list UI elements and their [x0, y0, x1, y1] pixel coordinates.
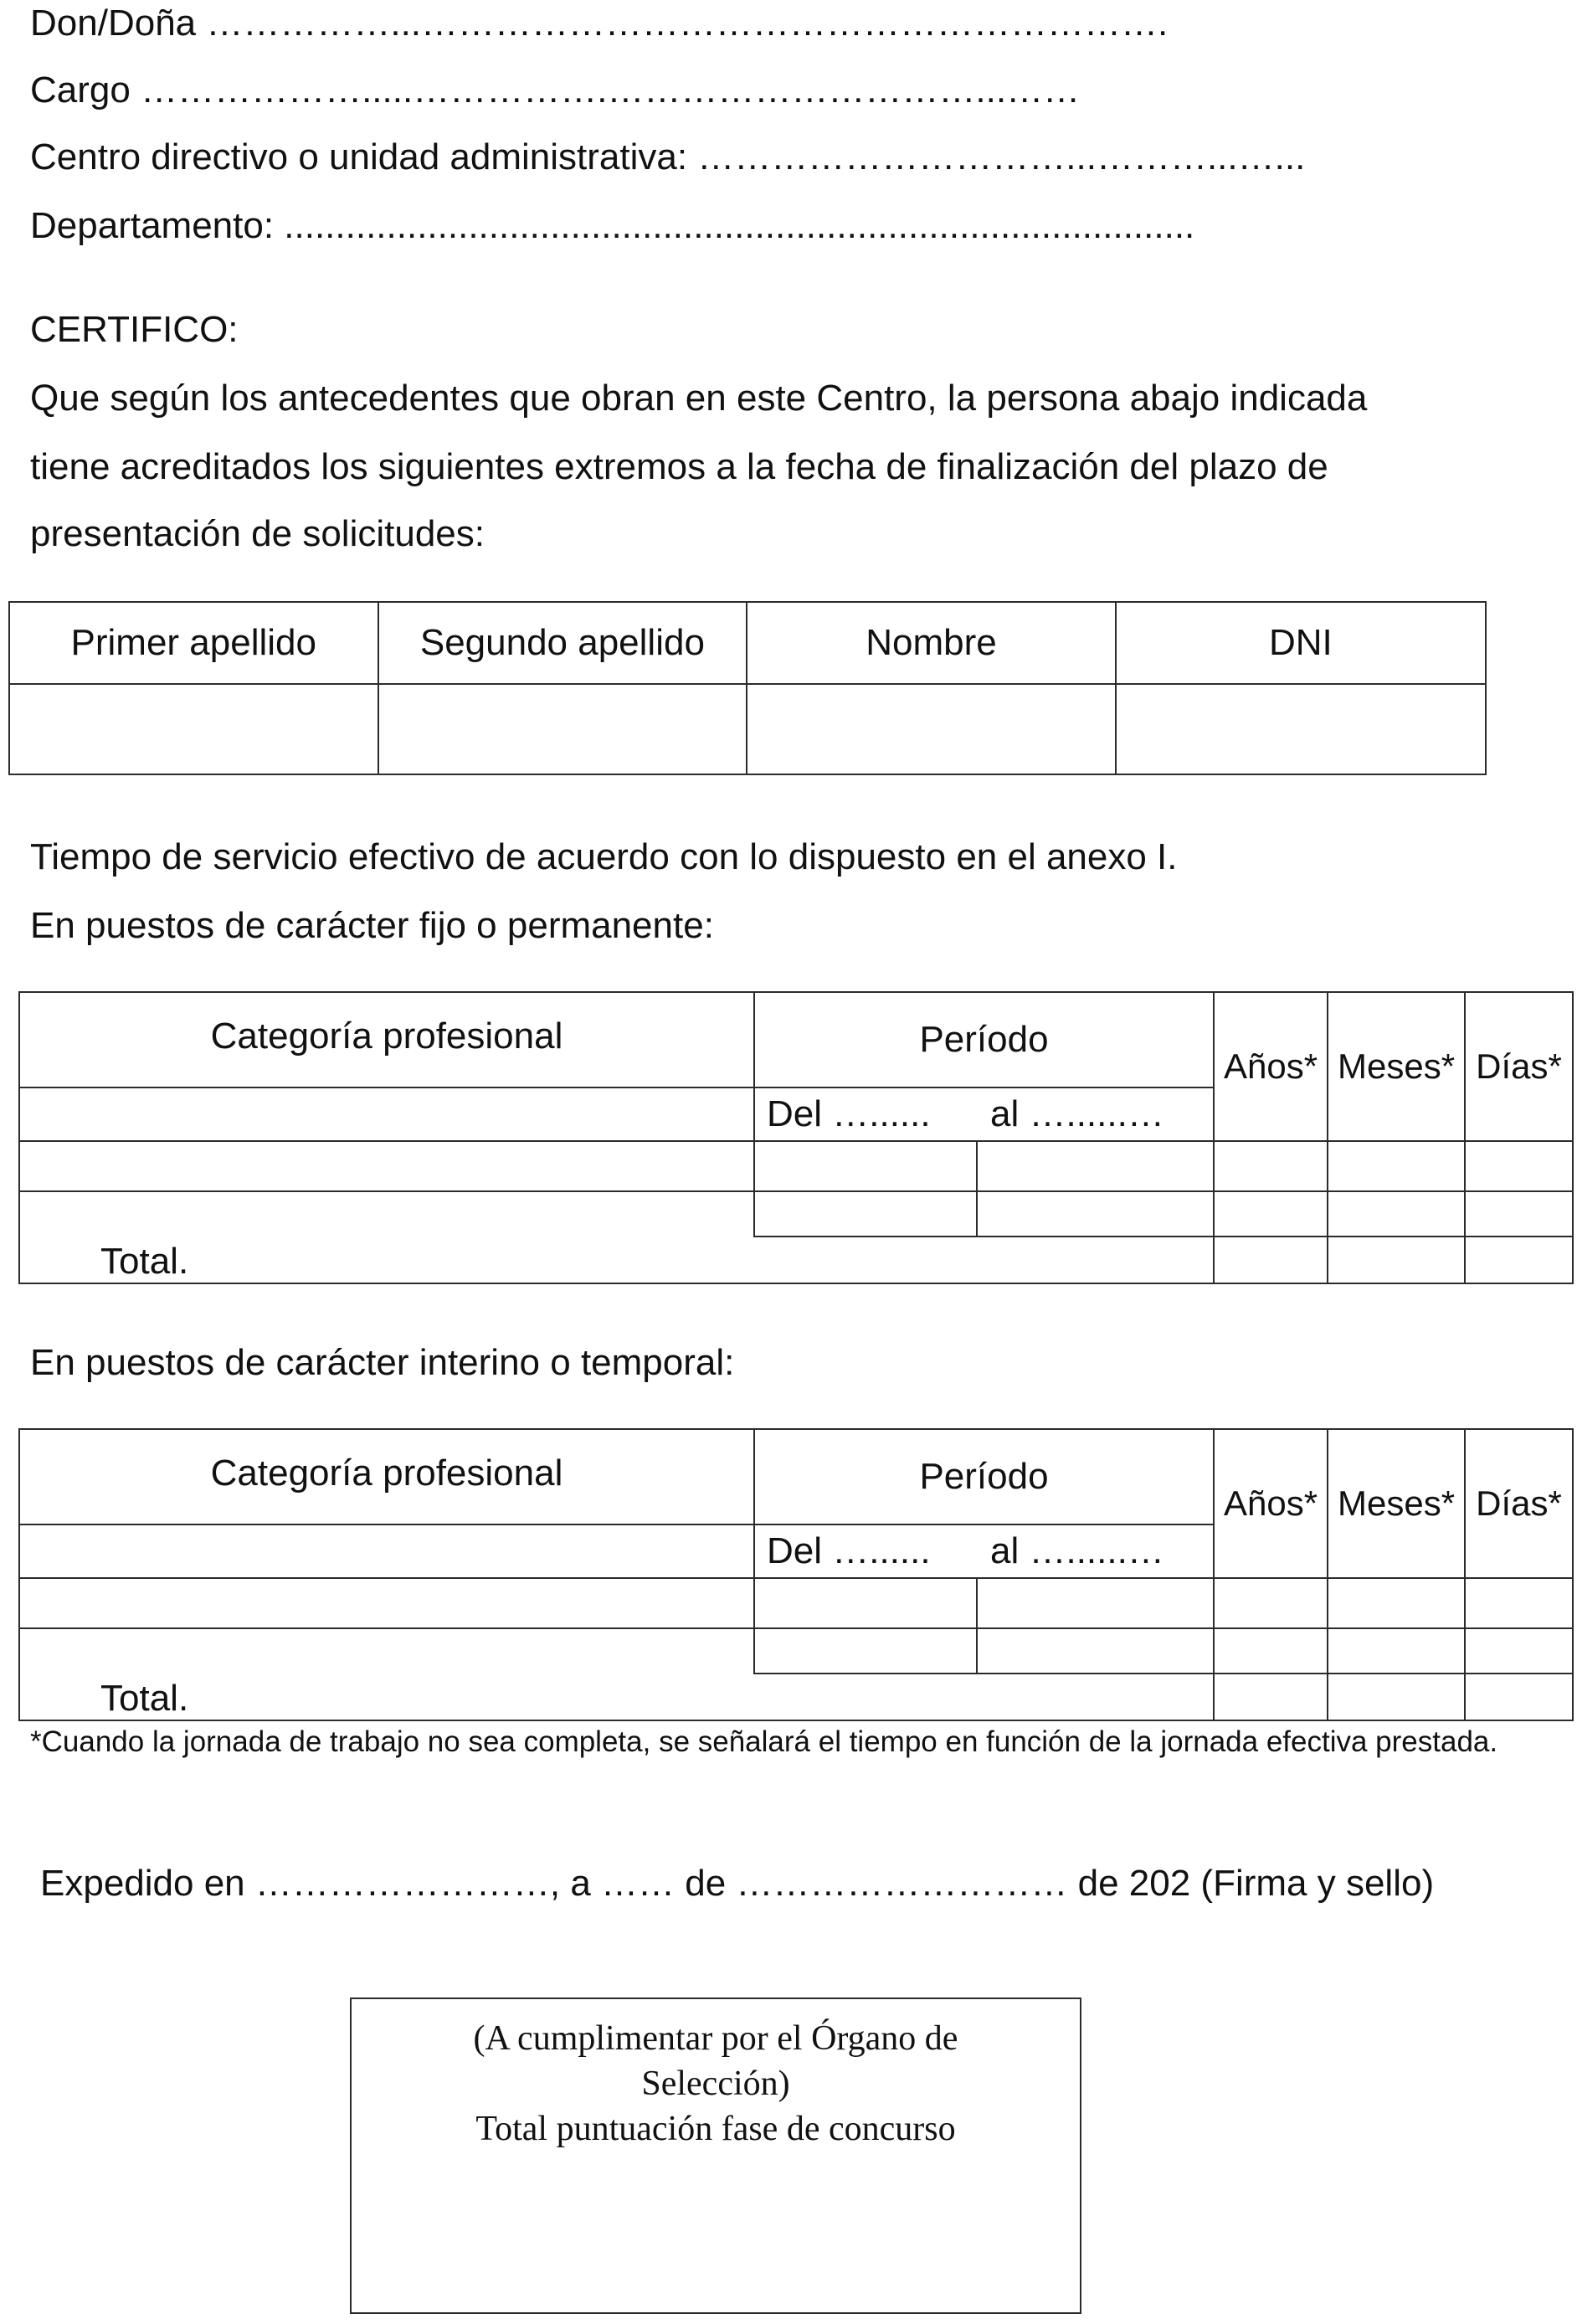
anos-cell[interactable] [1214, 1191, 1328, 1237]
del-cell[interactable] [754, 1141, 977, 1191]
al-cell[interactable] [977, 1628, 1214, 1674]
header-nombre: Nombre [747, 602, 1116, 684]
del-cell[interactable] [754, 1628, 977, 1674]
anos-cell[interactable] [1214, 1578, 1328, 1628]
meses-header: Meses* [1328, 1429, 1465, 1578]
expedido-line: Expedido en ……………………, a …… de ……………………… de 202 (Firma y sello) [40, 1863, 1435, 1904]
meses-cell[interactable] [1328, 1628, 1465, 1674]
temporary-service-table [18, 1428, 1574, 1721]
periodo-header: Período [754, 1429, 1214, 1524]
fixed-service-table [18, 991, 1574, 1284]
periodo-header: Período [754, 992, 1214, 1087]
departamento-field: Departamento: ......................................................................................... [30, 205, 1195, 246]
centro-directivo-field: Centro directivo o unidad administrativa: …………………………...………...…... [30, 136, 1306, 177]
meses-cell[interactable] [1328, 1578, 1465, 1628]
organo-box-line-3: Total puntuación fase de concurso [475, 2110, 956, 2148]
service-intro: Tiempo de servicio efectivo de acuerdo con lo dispuesto en el anexo I. [30, 836, 1178, 877]
header-primer-apellido: Primer apellido [9, 602, 378, 684]
anos-cell[interactable] [1214, 1628, 1328, 1674]
organo-box-line-2: Selección) [641, 2064, 790, 2103]
header-segundo-apellido: Segundo apellido [378, 602, 747, 684]
temp-heading: En puestos de carácter interino o temporal: [30, 1342, 735, 1383]
dias-cell[interactable] [1465, 1628, 1573, 1674]
certifico-title: CERTIFICO: [30, 309, 239, 350]
don-dona-field: Don/Doña ……………...……………………………………………………. [30, 3, 1169, 44]
dias-cell[interactable] [1465, 1141, 1573, 1191]
anos-cell[interactable] [1214, 1141, 1328, 1191]
total-label: Total. [19, 1237, 1214, 1283]
organo-box-line-1: (A cumplimentar por el Órgano de [473, 2019, 958, 2058]
categoria-header: Categoría profesional [19, 992, 754, 1087]
al-cell[interactable] [977, 1191, 1214, 1237]
anos-header: Años* [1214, 992, 1328, 1141]
categoria-cell[interactable] [19, 1141, 754, 1191]
dias-header: Días* [1465, 992, 1573, 1141]
categoria-row-cell[interactable] [19, 1524, 754, 1578]
total-meses-cell[interactable] [1328, 1237, 1465, 1283]
meses-header: Meses* [1328, 992, 1465, 1141]
footnote: *Cuando la jornada de trabajo no sea completa, se señalará el tiempo en función de la jornada efectiva prestada. [30, 1725, 1498, 1758]
dias-cell[interactable] [1465, 1578, 1573, 1628]
total-anos-cell[interactable] [1214, 1674, 1328, 1720]
fixed-heading: En puestos de carácter fijo o permanente: [30, 905, 714, 946]
al-label: al …......… [977, 1524, 1214, 1578]
categoria-header: Categoría profesional [19, 1429, 754, 1524]
al-cell[interactable] [977, 1578, 1214, 1628]
del-cell[interactable] [754, 1578, 977, 1628]
nombre-cell[interactable] [747, 684, 1116, 774]
al-label: al …......… [977, 1087, 1214, 1141]
segundo-apellido-cell[interactable] [378, 684, 747, 774]
primer-apellido-cell[interactable] [9, 684, 378, 774]
categoria-cell[interactable] [19, 1628, 754, 1674]
header-dni: DNI [1116, 602, 1486, 684]
total-meses-cell[interactable] [1328, 1674, 1465, 1720]
certifico-body-line-3: presentación de solicitudes: [30, 513, 485, 554]
cargo-field: Cargo ……………….....…………….…………………………...…… [30, 69, 1081, 111]
categoria-row-cell[interactable] [19, 1087, 754, 1141]
al-cell[interactable] [977, 1141, 1214, 1191]
meses-cell[interactable] [1328, 1191, 1465, 1237]
total-anos-cell[interactable] [1214, 1237, 1328, 1283]
dias-cell[interactable] [1465, 1191, 1573, 1237]
organo-seleccion-box [350, 1998, 1081, 2314]
certifico-body-line-1: Que según los antecedentes que obran en este Centro, la persona abajo indicada [30, 378, 1368, 419]
categoria-cell[interactable] [19, 1578, 754, 1628]
del-label: Del …...... [754, 1087, 977, 1141]
total-label: Total. [19, 1674, 1214, 1720]
dni-cell[interactable] [1116, 684, 1486, 774]
identity-table [8, 601, 1487, 775]
certifico-body-line-2: tiene acreditados los siguientes extremos a la fecha de finalización del plazo de [30, 446, 1328, 487]
del-label: Del …...... [754, 1524, 977, 1578]
del-cell[interactable] [754, 1191, 977, 1237]
total-dias-cell[interactable] [1465, 1674, 1573, 1720]
meses-cell[interactable] [1328, 1141, 1465, 1191]
dias-header: Días* [1465, 1429, 1573, 1578]
total-dias-cell[interactable] [1465, 1237, 1573, 1283]
categoria-cell[interactable] [19, 1191, 754, 1237]
anos-header: Años* [1214, 1429, 1328, 1578]
